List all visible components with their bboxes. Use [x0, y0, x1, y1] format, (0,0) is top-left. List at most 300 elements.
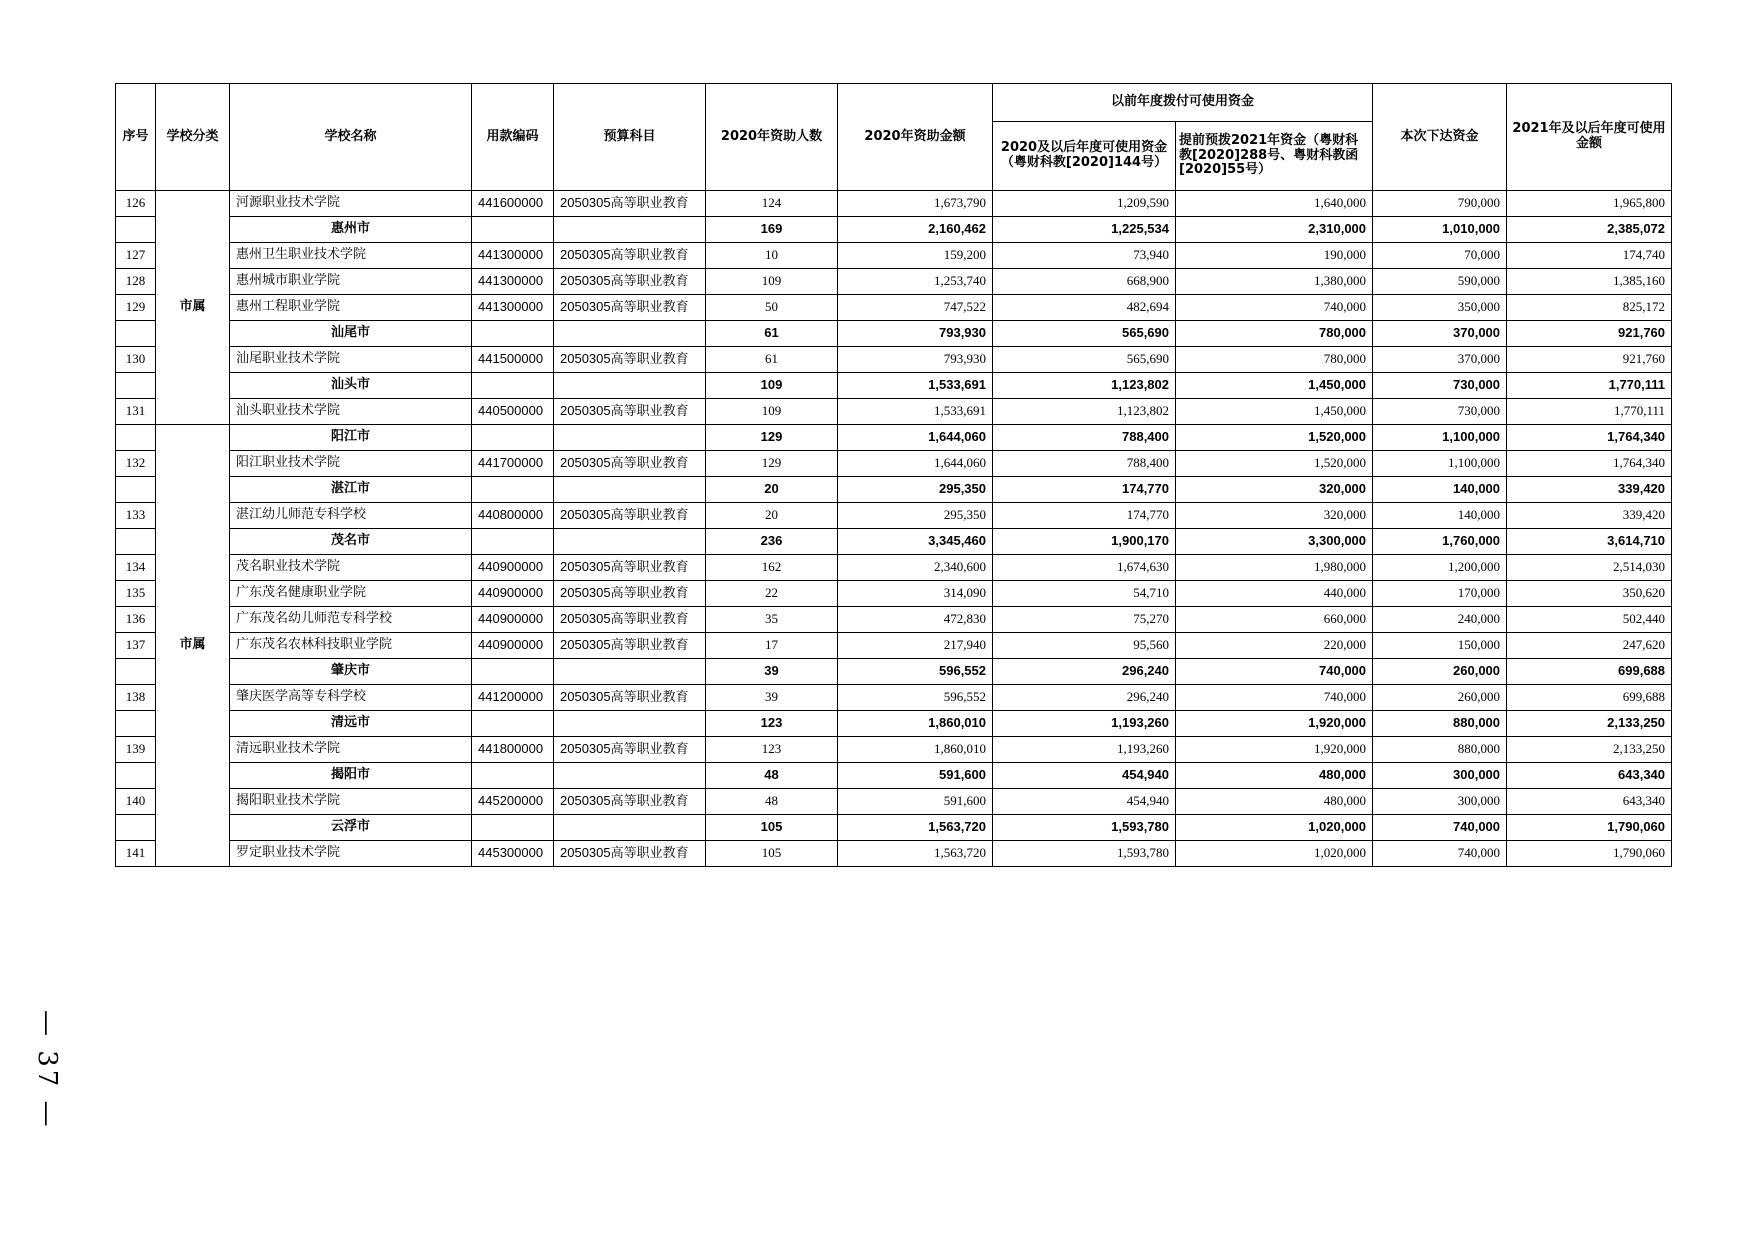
cell-this-time: 1,010,000 [1373, 217, 1507, 243]
cell-code [472, 659, 554, 685]
cell-amount: 1,860,010 [838, 711, 993, 737]
cell-prior-b: 1,450,000 [1176, 373, 1373, 399]
cell-seq: 133 [116, 503, 156, 529]
cell-prior-a: 1,193,260 [993, 711, 1176, 737]
cell-count: 236 [706, 529, 838, 555]
cell-code: 440900000 [472, 555, 554, 581]
table-row [116, 555, 1672, 581]
subtotal-row [116, 815, 1672, 841]
cell-code: 441200000 [472, 685, 554, 711]
cell-amount: 2,160,462 [838, 217, 993, 243]
cell-prior-a: 482,694 [993, 295, 1176, 321]
cell-school-name: 罗定职业技术学院 [230, 841, 472, 867]
cell-code: 441500000 [472, 347, 554, 373]
cell-budget-subject: 2050305高等职业教育 [554, 737, 706, 763]
header-school-name: 学校名称 [230, 84, 472, 191]
table-row [116, 841, 1672, 867]
cell-usable: 3,614,710 [1507, 529, 1672, 555]
table-row [116, 451, 1672, 477]
cell-school-name: 惠州卫生职业技术学院 [230, 243, 472, 269]
table-row [116, 269, 1672, 295]
cell-budget-subject: 2050305高等职业教育 [554, 243, 706, 269]
cell-usable: 1,770,111 [1507, 399, 1672, 425]
table-row [116, 789, 1672, 815]
cell-seq [116, 321, 156, 347]
cell-code [472, 321, 554, 347]
cell-prior-a: 174,770 [993, 477, 1176, 503]
cell-prior-a: 54,710 [993, 581, 1176, 607]
cell-prior-a: 788,400 [993, 451, 1176, 477]
page-number: — 37 — [32, 1010, 62, 1130]
cell-usable: 643,340 [1507, 789, 1672, 815]
cell-budget-subject: 2050305高等职业教育 [554, 581, 706, 607]
cell-school-name: 清远职业技术学院 [230, 737, 472, 763]
cell-prior-a: 95,560 [993, 633, 1176, 659]
cell-code: 445200000 [472, 789, 554, 815]
cell-budget-subject [554, 763, 706, 789]
cell-school-name: 广东茂名农林科技职业学院 [230, 633, 472, 659]
cell-code: 441300000 [472, 295, 554, 321]
cell-usable: 174,740 [1507, 243, 1672, 269]
cell-amount: 1,644,060 [838, 425, 993, 451]
cell-prior-b: 740,000 [1176, 659, 1373, 685]
cell-budget-subject [554, 373, 706, 399]
header-code: 用款编码 [472, 84, 554, 191]
cell-count: 17 [706, 633, 838, 659]
cell-city-name: 汕头市 [230, 373, 472, 399]
cell-prior-a: 1,193,260 [993, 737, 1176, 763]
cell-prior-b: 1,920,000 [1176, 711, 1373, 737]
cell-usable: 921,760 [1507, 321, 1672, 347]
cell-count: 20 [706, 477, 838, 503]
cell-count: 109 [706, 399, 838, 425]
cell-usable: 921,760 [1507, 347, 1672, 373]
cell-this-time: 350,000 [1373, 295, 1507, 321]
header-seq: 序号 [116, 84, 156, 191]
cell-count: 129 [706, 425, 838, 451]
cell-this-time: 1,100,000 [1373, 451, 1507, 477]
subtotal-row [116, 217, 1672, 243]
cell-prior-b: 2,310,000 [1176, 217, 1373, 243]
cell-budget-subject: 2050305高等职业教育 [554, 347, 706, 373]
cell-prior-b: 1,380,000 [1176, 269, 1373, 295]
cell-amount: 1,563,720 [838, 815, 993, 841]
cell-usable: 699,688 [1507, 685, 1672, 711]
cell-category: 市属 [156, 425, 230, 867]
cell-amount: 2,340,600 [838, 555, 993, 581]
cell-seq [116, 763, 156, 789]
header-budget-subject: 预算科目 [554, 84, 706, 191]
cell-city-name: 清远市 [230, 711, 472, 737]
subtotal-row [116, 321, 1672, 347]
cell-budget-subject: 2050305高等职业教育 [554, 399, 706, 425]
cell-city-name: 湛江市 [230, 477, 472, 503]
cell-this-time: 170,000 [1373, 581, 1507, 607]
cell-amount: 472,830 [838, 607, 993, 633]
cell-seq: 138 [116, 685, 156, 711]
subtotal-row [116, 659, 1672, 685]
cell-amount: 3,345,460 [838, 529, 993, 555]
cell-code: 440900000 [472, 633, 554, 659]
cell-code [472, 529, 554, 555]
cell-prior-b: 440,000 [1176, 581, 1373, 607]
cell-count: 124 [706, 191, 838, 217]
cell-this-time: 70,000 [1373, 243, 1507, 269]
cell-budget-subject: 2050305高等职业教育 [554, 191, 706, 217]
cell-prior-a: 1,123,802 [993, 399, 1176, 425]
cell-usable: 699,688 [1507, 659, 1672, 685]
cell-amount: 591,600 [838, 789, 993, 815]
cell-prior-b: 1,020,000 [1176, 815, 1373, 841]
cell-seq [116, 659, 156, 685]
cell-prior-a: 668,900 [993, 269, 1176, 295]
cell-this-time: 1,200,000 [1373, 555, 1507, 581]
table-body [116, 191, 1672, 867]
cell-amount: 159,200 [838, 243, 993, 269]
cell-seq: 141 [116, 841, 156, 867]
cell-code [472, 477, 554, 503]
cell-amount: 1,644,060 [838, 451, 993, 477]
subtotal-row [116, 425, 1672, 451]
cell-code: 440500000 [472, 399, 554, 425]
cell-prior-b: 740,000 [1176, 295, 1373, 321]
cell-usable: 1,385,160 [1507, 269, 1672, 295]
cell-prior-a: 75,270 [993, 607, 1176, 633]
cell-school-name: 湛江幼儿师范专科学校 [230, 503, 472, 529]
cell-count: 10 [706, 243, 838, 269]
cell-budget-subject: 2050305高等职业教育 [554, 685, 706, 711]
cell-this-time: 140,000 [1373, 477, 1507, 503]
cell-amount: 747,522 [838, 295, 993, 321]
cell-seq: 134 [116, 555, 156, 581]
cell-prior-b: 1,020,000 [1176, 841, 1373, 867]
cell-code: 441300000 [472, 269, 554, 295]
cell-usable: 2,514,030 [1507, 555, 1672, 581]
cell-prior-b: 660,000 [1176, 607, 1373, 633]
cell-seq: 128 [116, 269, 156, 295]
table-row [116, 737, 1672, 763]
cell-budget-subject: 2050305高等职业教育 [554, 841, 706, 867]
cell-amount: 591,600 [838, 763, 993, 789]
cell-this-time: 740,000 [1373, 815, 1507, 841]
cell-seq: 136 [116, 607, 156, 633]
cell-prior-a: 296,240 [993, 659, 1176, 685]
cell-count: 39 [706, 659, 838, 685]
cell-count: 123 [706, 711, 838, 737]
subtotal-row [116, 763, 1672, 789]
cell-count: 105 [706, 815, 838, 841]
cell-prior-a: 1,209,590 [993, 191, 1176, 217]
cell-amount: 1,563,720 [838, 841, 993, 867]
cell-amount: 793,930 [838, 347, 993, 373]
cell-count: 39 [706, 685, 838, 711]
cell-school-name: 广东茂名健康职业学院 [230, 581, 472, 607]
cell-seq [116, 373, 156, 399]
cell-usable: 1,790,060 [1507, 815, 1672, 841]
cell-usable: 2,133,250 [1507, 711, 1672, 737]
cell-budget-subject: 2050305高等职业教育 [554, 633, 706, 659]
cell-count: 105 [706, 841, 838, 867]
cell-count: 129 [706, 451, 838, 477]
cell-prior-b: 740,000 [1176, 685, 1373, 711]
cell-this-time: 880,000 [1373, 711, 1507, 737]
cell-amount: 1,533,691 [838, 373, 993, 399]
cell-count: 48 [706, 763, 838, 789]
cell-category: 市属 [156, 191, 230, 425]
cell-city-name: 阳江市 [230, 425, 472, 451]
cell-this-time: 1,760,000 [1373, 529, 1507, 555]
cell-school-name: 揭阳职业技术学院 [230, 789, 472, 815]
cell-seq [116, 529, 156, 555]
cell-seq: 140 [116, 789, 156, 815]
cell-this-time: 370,000 [1373, 321, 1507, 347]
cell-amount: 295,350 [838, 477, 993, 503]
cell-prior-a: 1,593,780 [993, 841, 1176, 867]
cell-usable: 643,340 [1507, 763, 1672, 789]
cell-prior-b: 1,640,000 [1176, 191, 1373, 217]
cell-usable: 2,133,250 [1507, 737, 1672, 763]
cell-this-time: 730,000 [1373, 373, 1507, 399]
cell-school-name: 河源职业技术学院 [230, 191, 472, 217]
cell-budget-subject: 2050305高等职业教育 [554, 451, 706, 477]
cell-city-name: 云浮市 [230, 815, 472, 841]
cell-count: 48 [706, 789, 838, 815]
cell-seq [116, 217, 156, 243]
cell-school-name: 汕尾职业技术学院 [230, 347, 472, 373]
cell-usable: 350,620 [1507, 581, 1672, 607]
cell-prior-a: 1,225,534 [993, 217, 1176, 243]
cell-amount: 217,940 [838, 633, 993, 659]
cell-count: 109 [706, 269, 838, 295]
cell-this-time: 240,000 [1373, 607, 1507, 633]
cell-school-name: 肇庆医学高等专科学校 [230, 685, 472, 711]
cell-prior-b: 780,000 [1176, 347, 1373, 373]
cell-this-time: 260,000 [1373, 685, 1507, 711]
subtotal-row [116, 529, 1672, 555]
cell-school-name: 惠州工程职业学院 [230, 295, 472, 321]
cell-budget-subject [554, 321, 706, 347]
cell-prior-a: 1,593,780 [993, 815, 1176, 841]
cell-count: 169 [706, 217, 838, 243]
cell-prior-b: 1,520,000 [1176, 451, 1373, 477]
cell-code [472, 217, 554, 243]
cell-budget-subject [554, 711, 706, 737]
header-prior-b: 提前预拨2021年资金（粤财科教[2020]288号、粤财科教函[2020]55号） [1176, 122, 1373, 191]
cell-this-time: 300,000 [1373, 763, 1507, 789]
subtotal-row [116, 711, 1672, 737]
header-prior-group: 以前年度拨付可使用资金 [993, 84, 1373, 122]
cell-budget-subject [554, 425, 706, 451]
cell-prior-a: 454,940 [993, 789, 1176, 815]
cell-code: 441800000 [472, 737, 554, 763]
cell-city-name: 揭阳市 [230, 763, 472, 789]
table-row [116, 399, 1672, 425]
table-row [116, 191, 1672, 217]
cell-prior-b: 1,450,000 [1176, 399, 1373, 425]
cell-prior-b: 190,000 [1176, 243, 1373, 269]
cell-usable: 339,420 [1507, 503, 1672, 529]
cell-city-name: 肇庆市 [230, 659, 472, 685]
cell-seq: 132 [116, 451, 156, 477]
cell-amount: 1,673,790 [838, 191, 993, 217]
cell-budget-subject: 2050305高等职业教育 [554, 503, 706, 529]
cell-amount: 1,860,010 [838, 737, 993, 763]
cell-seq: 137 [116, 633, 156, 659]
cell-seq [116, 815, 156, 841]
cell-usable: 1,770,111 [1507, 373, 1672, 399]
cell-prior-a: 1,900,170 [993, 529, 1176, 555]
cell-budget-subject: 2050305高等职业教育 [554, 269, 706, 295]
cell-code: 440800000 [472, 503, 554, 529]
cell-this-time: 260,000 [1373, 659, 1507, 685]
cell-seq [116, 711, 156, 737]
cell-count: 50 [706, 295, 838, 321]
cell-seq: 130 [116, 347, 156, 373]
header-prior-a: 2020及以后年度可使用资金（粤财科教[2020]144号） [993, 122, 1176, 191]
cell-usable: 2,385,072 [1507, 217, 1672, 243]
cell-prior-a: 1,123,802 [993, 373, 1176, 399]
cell-budget-subject [554, 659, 706, 685]
cell-code: 440900000 [472, 607, 554, 633]
cell-budget-subject: 2050305高等职业教育 [554, 789, 706, 815]
cell-school-name: 惠州城市职业学院 [230, 269, 472, 295]
cell-code [472, 373, 554, 399]
cell-seq: 135 [116, 581, 156, 607]
cell-this-time: 880,000 [1373, 737, 1507, 763]
cell-school-name: 阳江职业技术学院 [230, 451, 472, 477]
cell-code [472, 425, 554, 451]
cell-usable: 247,620 [1507, 633, 1672, 659]
cell-prior-b: 1,920,000 [1176, 737, 1373, 763]
cell-prior-b: 3,300,000 [1176, 529, 1373, 555]
cell-prior-a: 565,690 [993, 321, 1176, 347]
table-row [116, 347, 1672, 373]
cell-seq: 131 [116, 399, 156, 425]
cell-seq: 126 [116, 191, 156, 217]
cell-usable: 825,172 [1507, 295, 1672, 321]
cell-count: 109 [706, 373, 838, 399]
cell-city-name: 茂名市 [230, 529, 472, 555]
cell-budget-subject: 2050305高等职业教育 [554, 295, 706, 321]
cell-this-time: 370,000 [1373, 347, 1507, 373]
table-row [116, 581, 1672, 607]
cell-code: 441600000 [472, 191, 554, 217]
cell-this-time: 740,000 [1373, 841, 1507, 867]
cell-prior-a: 454,940 [993, 763, 1176, 789]
subtotal-row [116, 477, 1672, 503]
cell-seq: 127 [116, 243, 156, 269]
cell-amount: 793,930 [838, 321, 993, 347]
cell-prior-b: 1,520,000 [1176, 425, 1373, 451]
cell-budget-subject [554, 217, 706, 243]
cell-code: 440900000 [472, 581, 554, 607]
cell-prior-b: 780,000 [1176, 321, 1373, 347]
cell-prior-b: 220,000 [1176, 633, 1373, 659]
cell-prior-b: 1,980,000 [1176, 555, 1373, 581]
header-this-time: 本次下达资金 [1373, 84, 1507, 191]
cell-usable: 1,790,060 [1507, 841, 1672, 867]
cell-prior-a: 788,400 [993, 425, 1176, 451]
cell-school-name: 茂名职业技术学院 [230, 555, 472, 581]
funding-table [115, 83, 1672, 867]
cell-this-time: 730,000 [1373, 399, 1507, 425]
cell-budget-subject [554, 477, 706, 503]
cell-amount: 295,350 [838, 503, 993, 529]
cell-prior-a: 174,770 [993, 503, 1176, 529]
cell-count: 20 [706, 503, 838, 529]
cell-prior-b: 480,000 [1176, 763, 1373, 789]
cell-usable: 1,965,800 [1507, 191, 1672, 217]
table-row [116, 243, 1672, 269]
cell-count: 22 [706, 581, 838, 607]
header-usable-2021: 2021年及以后年度可使用金额 [1507, 84, 1672, 191]
table-row [116, 633, 1672, 659]
cell-amount: 314,090 [838, 581, 993, 607]
cell-school-name: 广东茂名幼儿师范专科学校 [230, 607, 472, 633]
cell-prior-a: 1,674,630 [993, 555, 1176, 581]
table-row [116, 295, 1672, 321]
cell-seq [116, 477, 156, 503]
cell-this-time: 150,000 [1373, 633, 1507, 659]
cell-this-time: 790,000 [1373, 191, 1507, 217]
cell-code: 441300000 [472, 243, 554, 269]
table-row [116, 607, 1672, 633]
cell-seq: 139 [116, 737, 156, 763]
cell-count: 35 [706, 607, 838, 633]
cell-seq: 129 [116, 295, 156, 321]
cell-budget-subject [554, 529, 706, 555]
cell-count: 123 [706, 737, 838, 763]
cell-this-time: 1,100,000 [1373, 425, 1507, 451]
cell-amount: 596,552 [838, 685, 993, 711]
cell-count: 61 [706, 321, 838, 347]
cell-budget-subject [554, 815, 706, 841]
header-category: 学校分类 [156, 84, 230, 191]
cell-this-time: 590,000 [1373, 269, 1507, 295]
cell-usable: 1,764,340 [1507, 425, 1672, 451]
header-count-2020: 2020年资助人数 [706, 84, 838, 191]
cell-amount: 596,552 [838, 659, 993, 685]
cell-school-name: 汕头职业技术学院 [230, 399, 472, 425]
cell-code [472, 711, 554, 737]
cell-prior-a: 565,690 [993, 347, 1176, 373]
cell-this-time: 140,000 [1373, 503, 1507, 529]
cell-code [472, 815, 554, 841]
cell-city-name: 惠州市 [230, 217, 472, 243]
table-row [116, 685, 1672, 711]
cell-count: 162 [706, 555, 838, 581]
cell-usable: 339,420 [1507, 477, 1672, 503]
cell-this-time: 300,000 [1373, 789, 1507, 815]
cell-usable: 1,764,340 [1507, 451, 1672, 477]
cell-prior-a: 73,940 [993, 243, 1176, 269]
cell-seq [116, 425, 156, 451]
cell-prior-b: 480,000 [1176, 789, 1373, 815]
cell-amount: 1,253,740 [838, 269, 993, 295]
cell-code [472, 763, 554, 789]
cell-budget-subject: 2050305高等职业教育 [554, 555, 706, 581]
cell-prior-b: 320,000 [1176, 477, 1373, 503]
header-amount-2020: 2020年资助金额 [838, 84, 993, 191]
cell-code: 445300000 [472, 841, 554, 867]
cell-budget-subject: 2050305高等职业教育 [554, 607, 706, 633]
subtotal-row [116, 373, 1672, 399]
cell-amount: 1,533,691 [838, 399, 993, 425]
cell-code: 441700000 [472, 451, 554, 477]
cell-city-name: 汕尾市 [230, 321, 472, 347]
cell-prior-a: 296,240 [993, 685, 1176, 711]
cell-usable: 502,440 [1507, 607, 1672, 633]
